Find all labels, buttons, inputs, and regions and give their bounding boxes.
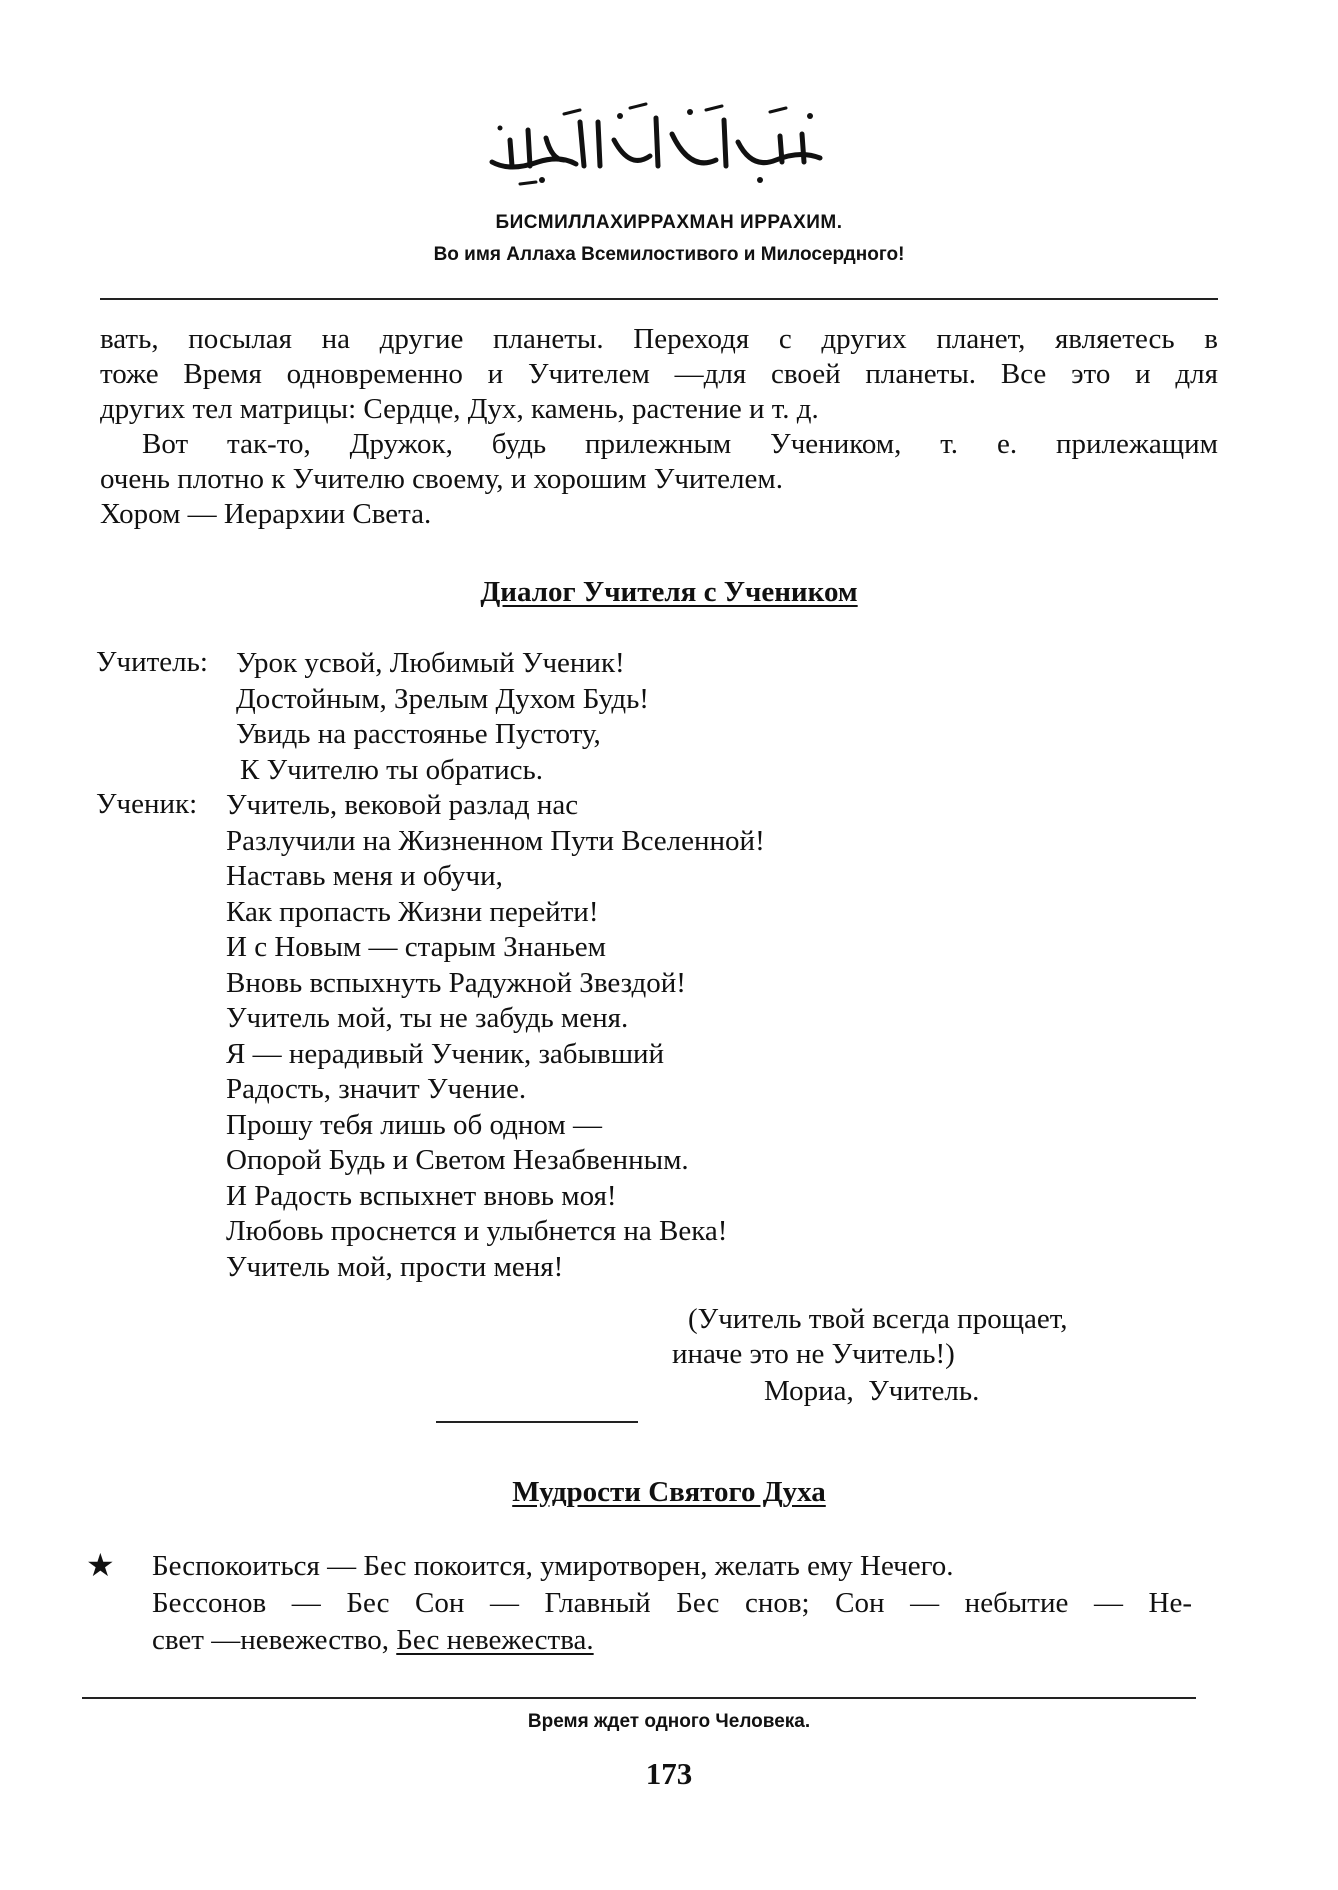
wisdom-heading-text: Мудрости Святого Духа — [512, 1476, 826, 1508]
page-number: 173 — [645, 1756, 693, 1791]
verse-line: Урок усвой, Любимый Ученик! — [236, 647, 625, 679]
intro-paragraph — [100, 322, 1218, 532]
verse-line: Как пропасть Жизни перейти! — [226, 895, 599, 928]
header-title: БИСМИЛЛАХИРРАХМАН ИРРАХИМ. — [495, 212, 843, 233]
wisdom-paragraph — [152, 1548, 1192, 1659]
verse-line: Разлучили на Жизненном Пути Вселенной! — [226, 824, 765, 857]
verse-line: Любовь проснется и улыбнется на Века! — [226, 1215, 728, 1247]
verse-line: Учитель мой, ты не забудь меня. — [226, 1002, 629, 1034]
verse-line: Опорой Будь и Светом Незабвенным. — [226, 1144, 689, 1176]
dialog-heading — [0, 576, 1338, 609]
note-line: иначе это не Учитель!) — [672, 1338, 955, 1370]
teacher-label: Учитель: — [96, 646, 208, 678]
intro-line: очень плотно к Учителю своему, и хорошим Учителем. — [100, 463, 783, 495]
teacher-note — [688, 1302, 1068, 1337]
verse-line: Радость, значит Учение. — [226, 1073, 527, 1105]
intro-line: вать, посылая на другие планеты. Переходя с других планет, являетесь в — [100, 323, 1218, 355]
note-line: (Учитель твой всегда прощает, — [688, 1303, 1068, 1335]
wisdom-line-3 — [152, 1622, 1192, 1659]
dialog-heading-text: Диалог Учителя с Учеником — [480, 576, 858, 608]
teacher-verse — [236, 646, 649, 788]
section-divider — [436, 1421, 638, 1423]
intro-line: Хором — Иерархии Света. — [100, 498, 432, 530]
wisdom-underlined-phrase: Бес невежества. — [396, 1624, 594, 1656]
verse-line: Увидь на расстоянье Пустоту, — [236, 718, 601, 750]
wisdom-line-3-text: свет —невежество, — [152, 1624, 397, 1656]
intro-line: Вот так-то, Дружок, будь прилежным Учеником, т. е. прилежащим — [142, 428, 1218, 460]
teacher-note-2 — [672, 1337, 955, 1372]
verse-line: Учитель мой, прости меня! — [226, 1250, 564, 1283]
footer-divider — [82, 1697, 1196, 1699]
verse-line: Достойным, Зрелым Духом Будь! — [236, 682, 649, 715]
verse-line: И Радость вспыхнет вновь моя! — [226, 1179, 617, 1212]
intro-line: тоже Время одновременно и Учителем —для своей планеты. Все это и для — [100, 358, 1218, 390]
header-subtitle: Во имя Аллаха Всемилостивого и Милосердного! — [433, 244, 905, 265]
verse-line: Учитель, вековой разлад нас — [226, 789, 579, 821]
star-icon: ★ — [86, 1547, 115, 1583]
signature — [764, 1374, 979, 1409]
basmala-calligraphy — [480, 100, 840, 190]
verse-line: Я — нерадивый Ученик, забывший — [226, 1037, 665, 1070]
header-divider — [100, 298, 1218, 300]
wisdom-line: Беспокоиться — Бес покоится, умиротворен, желать ему Нечего. — [152, 1550, 954, 1582]
footer-text: Время ждет одного Человека. — [527, 1711, 811, 1732]
intro-line: других тел матрицы: Сердце, Дух, камень, растение и т. д. — [100, 393, 819, 425]
verse-line: Наставь меня и обучи, — [226, 860, 503, 892]
verse-line: Вновь вспыхнуть Радужной Звездой! — [226, 966, 686, 999]
verse-line: К Учителю ты обратись. — [240, 753, 543, 786]
verse-line: Прошу тебя лишь об одном — — [226, 1108, 602, 1141]
wisdom-line: Бессонов — Бес Сон — Главный Бес снов; Сон — небытие — Не- — [152, 1587, 1192, 1619]
student-label: Ученик: — [96, 788, 198, 820]
wisdom-heading — [0, 1476, 1338, 1509]
student-verse — [226, 788, 765, 1285]
verse-line: И с Новым — старым Знаньем — [226, 931, 607, 963]
signature-text: Мориа, Учитель. — [764, 1375, 980, 1407]
